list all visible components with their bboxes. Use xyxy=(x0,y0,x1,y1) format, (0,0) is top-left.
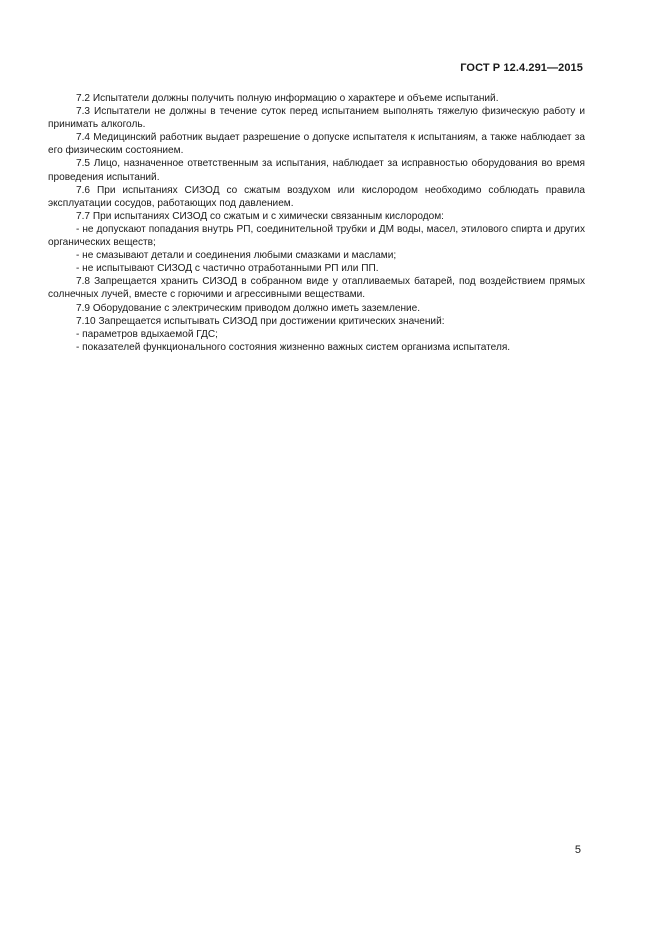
paragraph-7-4: 7.4 Медицинский работник выдает разрешение о допуске испытателя к испытаниям, а также наблюдает за его физическим состоянием. xyxy=(48,132,585,157)
list-item-7-7-2: - не смазывают детали и соединения любыми смазками и маслами; xyxy=(76,250,397,262)
paragraph-7-2: 7.2 Испытатели должны получить полную информацию о характере и объеме испытаний. xyxy=(76,93,499,104)
paragraph-7-7: 7.7 При испытаниях СИЗОД со сжатым и с химически связанным кислородом: xyxy=(76,210,444,222)
paragraph-7-5: 7.5 Лицо, назначенное ответственным за испытания, наблюдает за исправностью оборудования во время проведения испытаний. xyxy=(48,158,585,183)
list-item-7-10-2: - показателей функционального состояния жизненно важных систем организма испытателя. xyxy=(76,341,511,353)
paragraph-7-3: 7.3 Испытатели не должны в течение суток перед испытанием выполнять тяжелую физическую работу и принимать алкоголь. xyxy=(48,106,585,131)
list-item-7-7-1: - не допускают попадания внутрь РП, соединительной трубки и ДМ воды, масел, этилового спирта и других органических веществ; xyxy=(48,223,585,249)
list-item-7-10-1: - параметров вдыхаемой ГДС; xyxy=(76,328,218,340)
paragraph-7-10: 7.10 Запрещается испытывать СИЗОД при достижении критических значений: xyxy=(76,315,445,327)
paragraph-7-9: 7.9 Оборудование с электрическим приводом должно иметь заземление. xyxy=(76,302,421,314)
document-body xyxy=(48,92,585,354)
page-number: 5 xyxy=(574,844,581,856)
list-item-7-7-3: - не испытывают СИЗОД с частично отработанными РП или ПП. xyxy=(76,263,379,275)
paragraph-7-6: 7.6 При испытаниях СИЗОД со сжатым воздухом или кислородом необходимо соблюдать правила эксплуатации сосудов, работающих под давлением. xyxy=(48,184,585,209)
standard-id-header: ГОСТ Р 12.4.291—2015 xyxy=(460,62,583,74)
paragraph-7-8: 7.8 Запрещается хранить СИЗОД в собранном виде у отапливаемых батарей, под воздействием прямых солнечных лучей, вместе с горючими и агрессивными веществами. xyxy=(48,276,585,301)
